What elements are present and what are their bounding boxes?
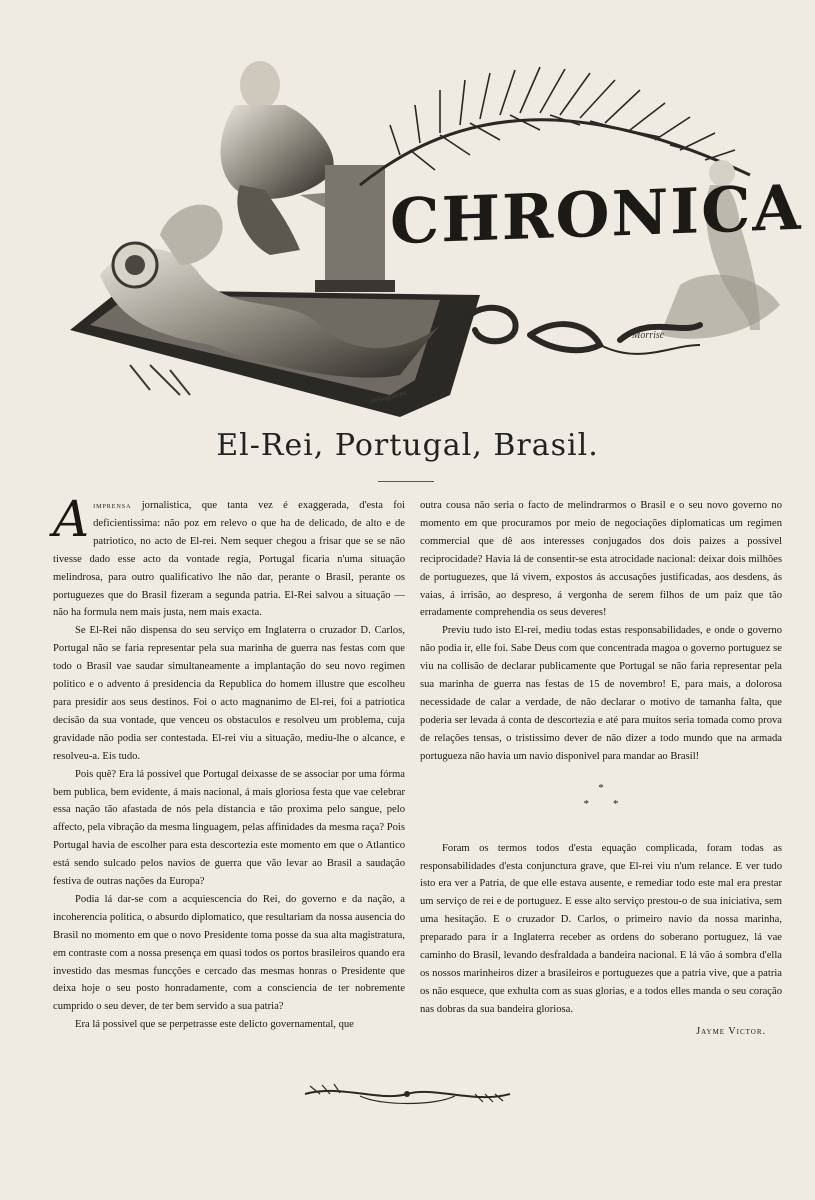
lead-smallcaps: imprensa <box>93 500 132 510</box>
star: * <box>598 781 604 794</box>
figure-head <box>240 61 280 109</box>
paragraph-text: jornalistica, que tanta vez é exaggerada, d'esta foi deficientissima: não poz em relevo o que ha de delicado, de alto e de patriotico, no acto de El-rei. Nem sequer chegou a frisar que se se não tivesse dado esse acto da vontade regia, Portugal ficaria n'uma situação melindrosa, para outro qualificativo lhe não dar, perante o Brasil, perante os portuguezes que do Brasil fizeram a segunda patria. El-Rei salvou a situação — não ha formula nem mais justa, nem mais exacta. <box>53 500 405 619</box>
right-column <box>420 497 782 1041</box>
paragraph: Era lá possivel que se perpetrasse este delicto governamental, que <box>75 1019 354 1031</box>
drop-cap: A <box>53 490 90 548</box>
headline-rule <box>378 481 434 482</box>
paragraph: Pois quê? Era lá possivel que Portugal deixasse de se associar por uma fórma bem publica, bem evidente, á mais nacional, á mais gloriosa festa que vae celebrar essa nação tão afastada de nós pela distancia e tão proxima pelo sangue, pelo affecto, pela vibração da mesma linguagem, pelas affinidades da mesma raça? Pois Portugal havia de escolher para esta descortezia este momento em que o Atlantico está sendo sulcado pelos navios de guerra que vão levar ao Brasil a saudação festiva de outras nações da Europa? <box>53 768 405 888</box>
author-signature: Jayme Victor. <box>696 1025 766 1037</box>
section-break-stars <box>420 780 782 812</box>
paragraph <box>53 490 405 622</box>
star: * <box>613 797 619 810</box>
tailpiece-ornament <box>300 1080 515 1108</box>
masthead-title: CHRONICA <box>390 170 803 259</box>
engraver-mark: Heliogravura <box>369 388 408 406</box>
title-flourish <box>470 308 700 350</box>
seated-figure <box>221 105 334 199</box>
article-headline: El-Rei, Portugal, Brasil. <box>216 428 599 463</box>
star: * <box>583 797 589 810</box>
paragraph: Podia lá dar-se com a acquiescencia do Rei, do governo e da nação, a incoherencia politica, o absurdo diplomatico, que resultariam da nossa ausencia do Brasil no momento em que o novo Presidente toma posse da sua alta magistratura, em contraste com a nossa presença em quasi todos os portos brasileiros quando era investido das mesmas funcções e cercado das mesmas honras o Presidente que deixa hoje o seu posto honradamente, com a consciencia de ter nobremente cumprido o seu dever, de ter bem servido a sua patria? <box>53 893 405 1013</box>
paragraph: Previu tudo isto El-rei, mediu todas estas responsabilidades, e onde o governo não podia ir, elle foi. Sabe Deus com que concentrada magoa o governo portuguez se viu na collisão de declarar publicamente que Portugal se não faria representar pela sua marinha de guerra nas festas de 15 de novembro! E, para mais, a dolorosa necessidade de calar a verdade, de não declarar o motivo de tamanha falta, que poderia ser levada á conta de descortezia e até para muitos seria tomada como prova de relações tensas, o tristissimo dever de não dizer a todo mundo que na armada portugueza não havia um navio disponivel para mandar ao Brasil! <box>420 625 782 762</box>
paragraph: Foram os termos todos d'esta equação complicada, foram todas as responsabilidades d'esta conjunctura grave, que El-rei viu n'um relance. E ver tudo isto era ver a Patria, de que elle estava ausente, e remediar todo este mal era prestar um serviço de rei e de portuguez. E esse alto serviço prestou-o de sua iniciativa, sem uma hesitação. E o cruzador D. Carlos, o primeiro navio da nossa marinha, preparado para ir a Inglaterra receber as ordens do soberano portuguez, lá vae caminho do Brasil, levando desfraldada a bandeira nacional. E lá vão á sombra d'ella os nossos marinheiros dizer a brasileiros e portuguezes que a patria vive, que a patria os não esquece, que exhulta com as suas glorias, e a todos elles manda o seu coração nas dobras da sua bandeira gloriosa. <box>420 842 782 1015</box>
pedestal <box>325 165 385 285</box>
paragraph: outra cousa não seria o facto de melindrarmos o Brasil e o seu novo governo no momento em que procuramos por meio de negociações diplomaticas um regimen commercial que dê aos interesses conjugados dos dois paizes a possivel reciprocidade? Havia lá de consentir-se esta atrocidade nacional: deixar dois milhões de portuguezes, que lá vivem, expostos ás accusações justificadas, aos desdens, ás vaias, á irrisão, ao despreso, á vergonha de serem filhos de um paiz que tão erradamente comprehendia os seus deveres! <box>420 500 782 619</box>
paragraph: Se El-Rei não dispensa do seu serviço em Inglaterra o cruzador D. Carlos, Portugal não se faria representar pela sua marinha de guerra nas festas com que todo o Brasil vae saudar simultaneamente a implantação do seu novo regimen politico e o advento á presidencia da Republica do homem illustre que escolheu para presidir aos seus destinos. Foi o acto magnanimo de El-rei, foi a patriotica decisão da sua vontade, que venceu os obstaculos e resolveu um problema, cuja gravidade não podia ser contestada. El-rei viu a situação, mediu-lhe o alcance, e resolveu-a. Eis tudo. <box>53 625 405 762</box>
artist-signature: Morrisc <box>632 330 665 341</box>
left-column <box>53 490 405 1034</box>
